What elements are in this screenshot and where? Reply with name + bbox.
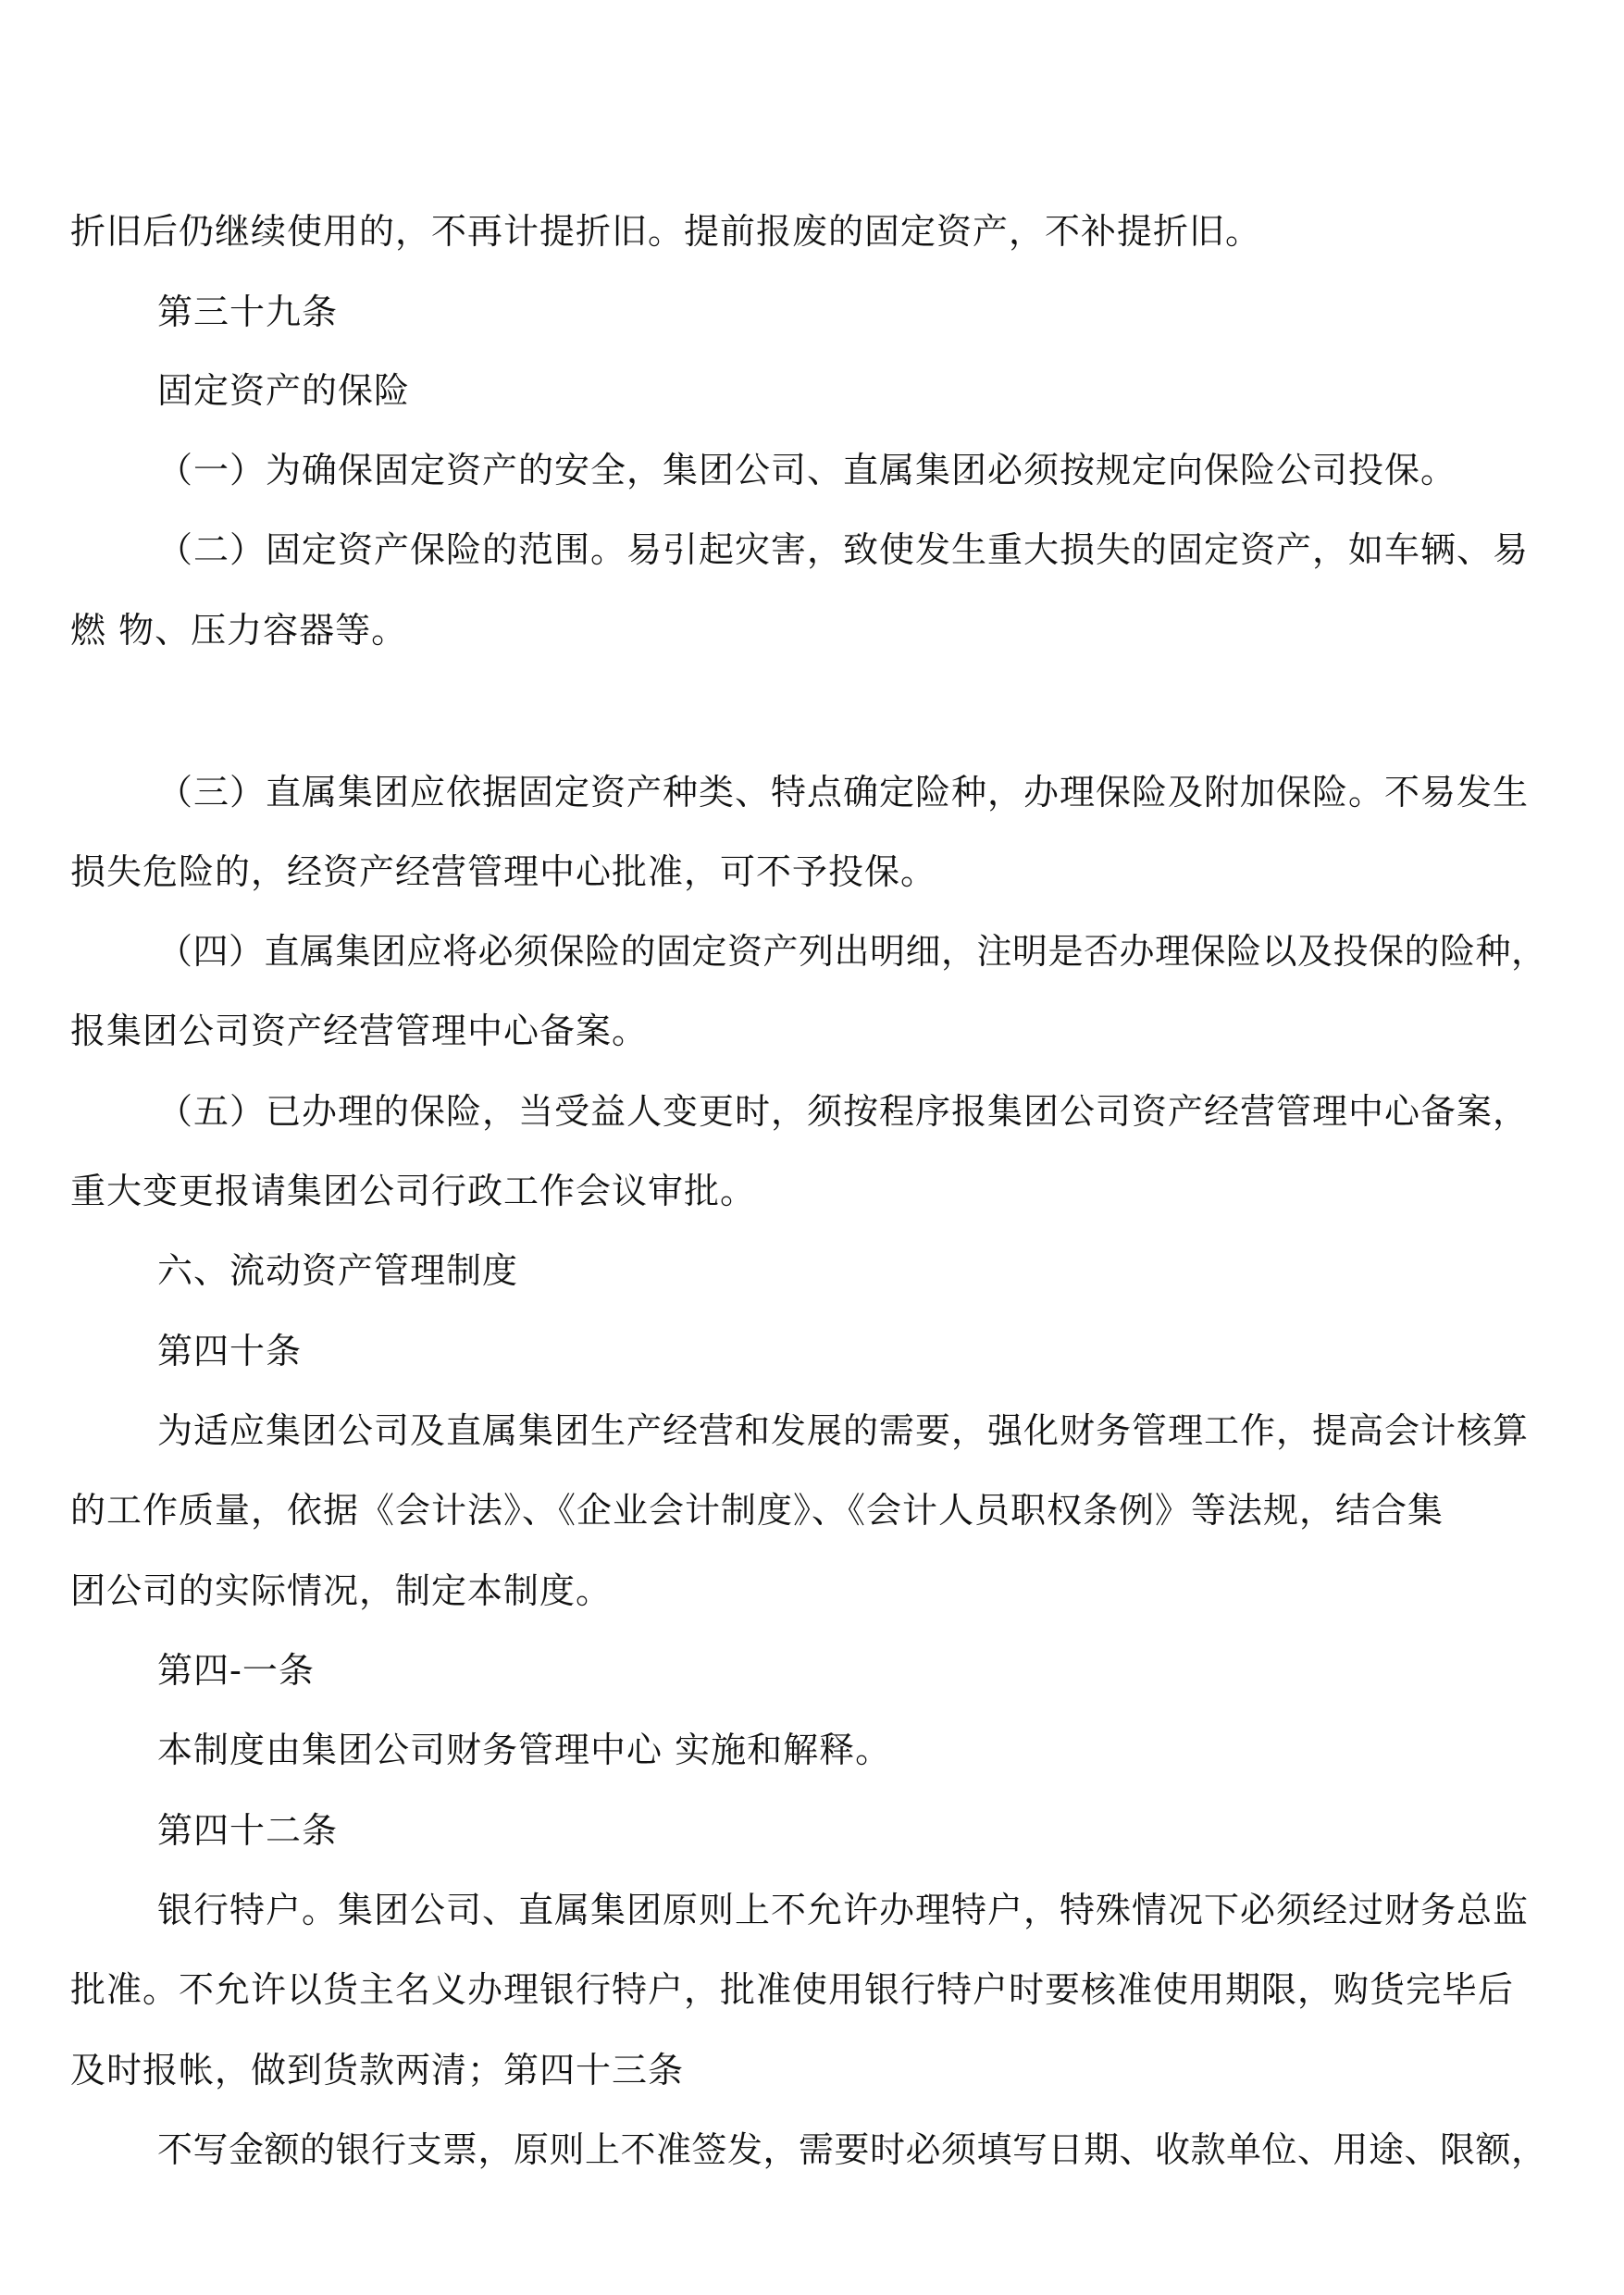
text-line: 损失危险的，经资产经营管理中心批准，可不予投保。 bbox=[70, 851, 937, 892]
text-line: 及时报帐，做到货款两清；第四十三条 bbox=[70, 2050, 685, 2090]
text-line: 银行特户。集团公司、直属集团原则上不允许办理特户，特殊情况下必须经过财务总监 bbox=[157, 1890, 1530, 1930]
section-heading: 固定资产的保险 bbox=[157, 370, 411, 411]
text-line: 团公司的实际情况，制定本制度。 bbox=[70, 1570, 613, 1611]
text-line: 批准。不允许以货主名义办理银行特户，批准使用银行特户时要核准使用期限，购货完毕后 bbox=[70, 1969, 1515, 2010]
text-line: （一）为确保固定资产的安全，集团公司、直属集团必须按规定向保险公司投保。 bbox=[157, 450, 1457, 490]
text-line: （二）固定资产保险的范围。易引起灾害，致使发生重大损失的固定资产，如车辆、易 bbox=[157, 529, 1530, 570]
text-line: 不写金额的银行支票，原则上不准签发，需要时必须填写日期、收款单位、用途、限额， bbox=[157, 2129, 1547, 2170]
text-line: 为适应集团公司及直属集团生产经营和发展的需要，强化财务管理工作，提高会计核算 bbox=[157, 1410, 1530, 1451]
text-line: 的工作质量，依据《会计法》、《企业会计制度》、《会计人员职权条例》等法规，结合集 bbox=[70, 1490, 1444, 1531]
text-line: （四）直属集团应将必须保险的固定资产列出明细，注明是否办理保险以及投保的险种， bbox=[157, 931, 1547, 972]
text-line: 折旧后仍继续使用的，不再计提折旧。提前报废的固定资产，不补提折旧。 bbox=[70, 211, 1262, 252]
text-line: （五）已办理的保险，当受益人变更时，须按程序报集团公司资产经营管理中心备案， bbox=[157, 1091, 1530, 1132]
text-line: 本制度由集团公司财务管理中心 实施和解释。 bbox=[157, 1730, 892, 1770]
text-line: 报集团公司资产经营管理中心备案。 bbox=[70, 1011, 649, 1051]
text-line: 燃 物、压力容器等。 bbox=[70, 610, 408, 651]
text-line: （三）直属集团应依据固定资产种类、特点确定险种，办理保险及附加保险。不易发生 bbox=[157, 772, 1530, 813]
text-line: 重大变更报请集团公司行政工作会议审批。 bbox=[70, 1171, 757, 1211]
article-heading: 第四-一条 bbox=[157, 1650, 315, 1691]
article-heading: 第四十二条 bbox=[157, 1810, 339, 1851]
article-heading: 第四十条 bbox=[157, 1331, 303, 1371]
chapter-heading: 六、流动资产管理制度 bbox=[157, 1250, 519, 1291]
article-heading: 第三十九条 bbox=[157, 292, 339, 332]
